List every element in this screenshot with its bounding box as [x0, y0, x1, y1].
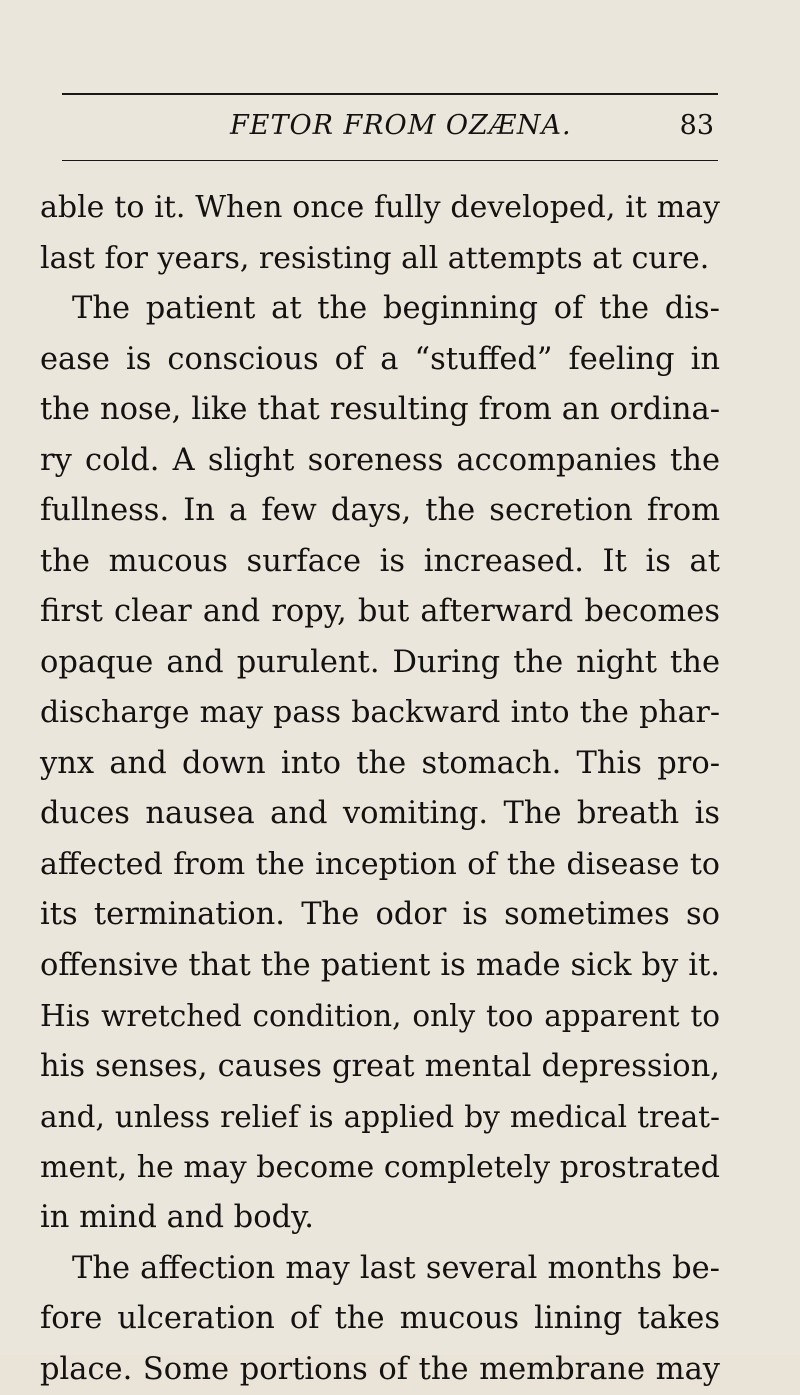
text-line: his senses, causes great mental depression, — [40, 1042, 720, 1093]
running-title: FETOR FROM OZÆNA. — [230, 110, 572, 141]
text-line: last for years, resisting all attempts at cure. — [40, 234, 720, 285]
text-line: offensive that the patient is made sick by it. — [40, 941, 720, 992]
text-line: The patient at the beginning of the dis- — [40, 284, 720, 335]
text-line: first clear and ropy, but afterward becomes — [40, 587, 720, 638]
text-line: the nose, like that resulting from an ordina- — [40, 385, 720, 436]
text-line: fore ulceration of the mucous lining takes — [40, 1294, 720, 1345]
text-line: The affection may last several months be- — [40, 1244, 720, 1295]
text-line: ease is conscious of a “stuffed” feeling in — [40, 335, 720, 386]
text-line: fullness. In a few days, the secretion from — [40, 486, 720, 537]
text-line: the mucous surface is increased. It is at — [40, 537, 720, 588]
text-line: affected from the inception of the disease to — [40, 840, 720, 891]
text-line: His wretched condition, only too apparent to — [40, 991, 720, 1042]
body-text — [40, 183, 720, 1395]
text-line: duces nausea and vomiting. The breath is — [40, 789, 720, 840]
text-line: ry cold. A slight soreness accompanies the — [40, 436, 720, 487]
text-line: place. Some portions of the membrane may — [40, 1345, 720, 1395]
running-head — [62, 110, 718, 150]
page-number: 83 — [680, 110, 714, 141]
text-line: opaque and purulent. During the night the — [40, 638, 720, 689]
text-line: discharge may pass backward into the phar- — [40, 688, 720, 739]
text-line: able to it. When once fully developed, it may — [40, 183, 720, 234]
text-line: and, unless relief is applied by medical treat- — [40, 1092, 720, 1143]
text-line: its termination. The odor is sometimes so — [40, 890, 720, 941]
header-top-rule — [62, 93, 718, 95]
text-line: ynx and down into the stomach. This pro- — [40, 739, 720, 790]
header-bottom-rule — [62, 160, 718, 161]
text-line: ment, he may become completely prostrated — [40, 1143, 720, 1194]
text-line: in mind and body. — [40, 1193, 720, 1244]
